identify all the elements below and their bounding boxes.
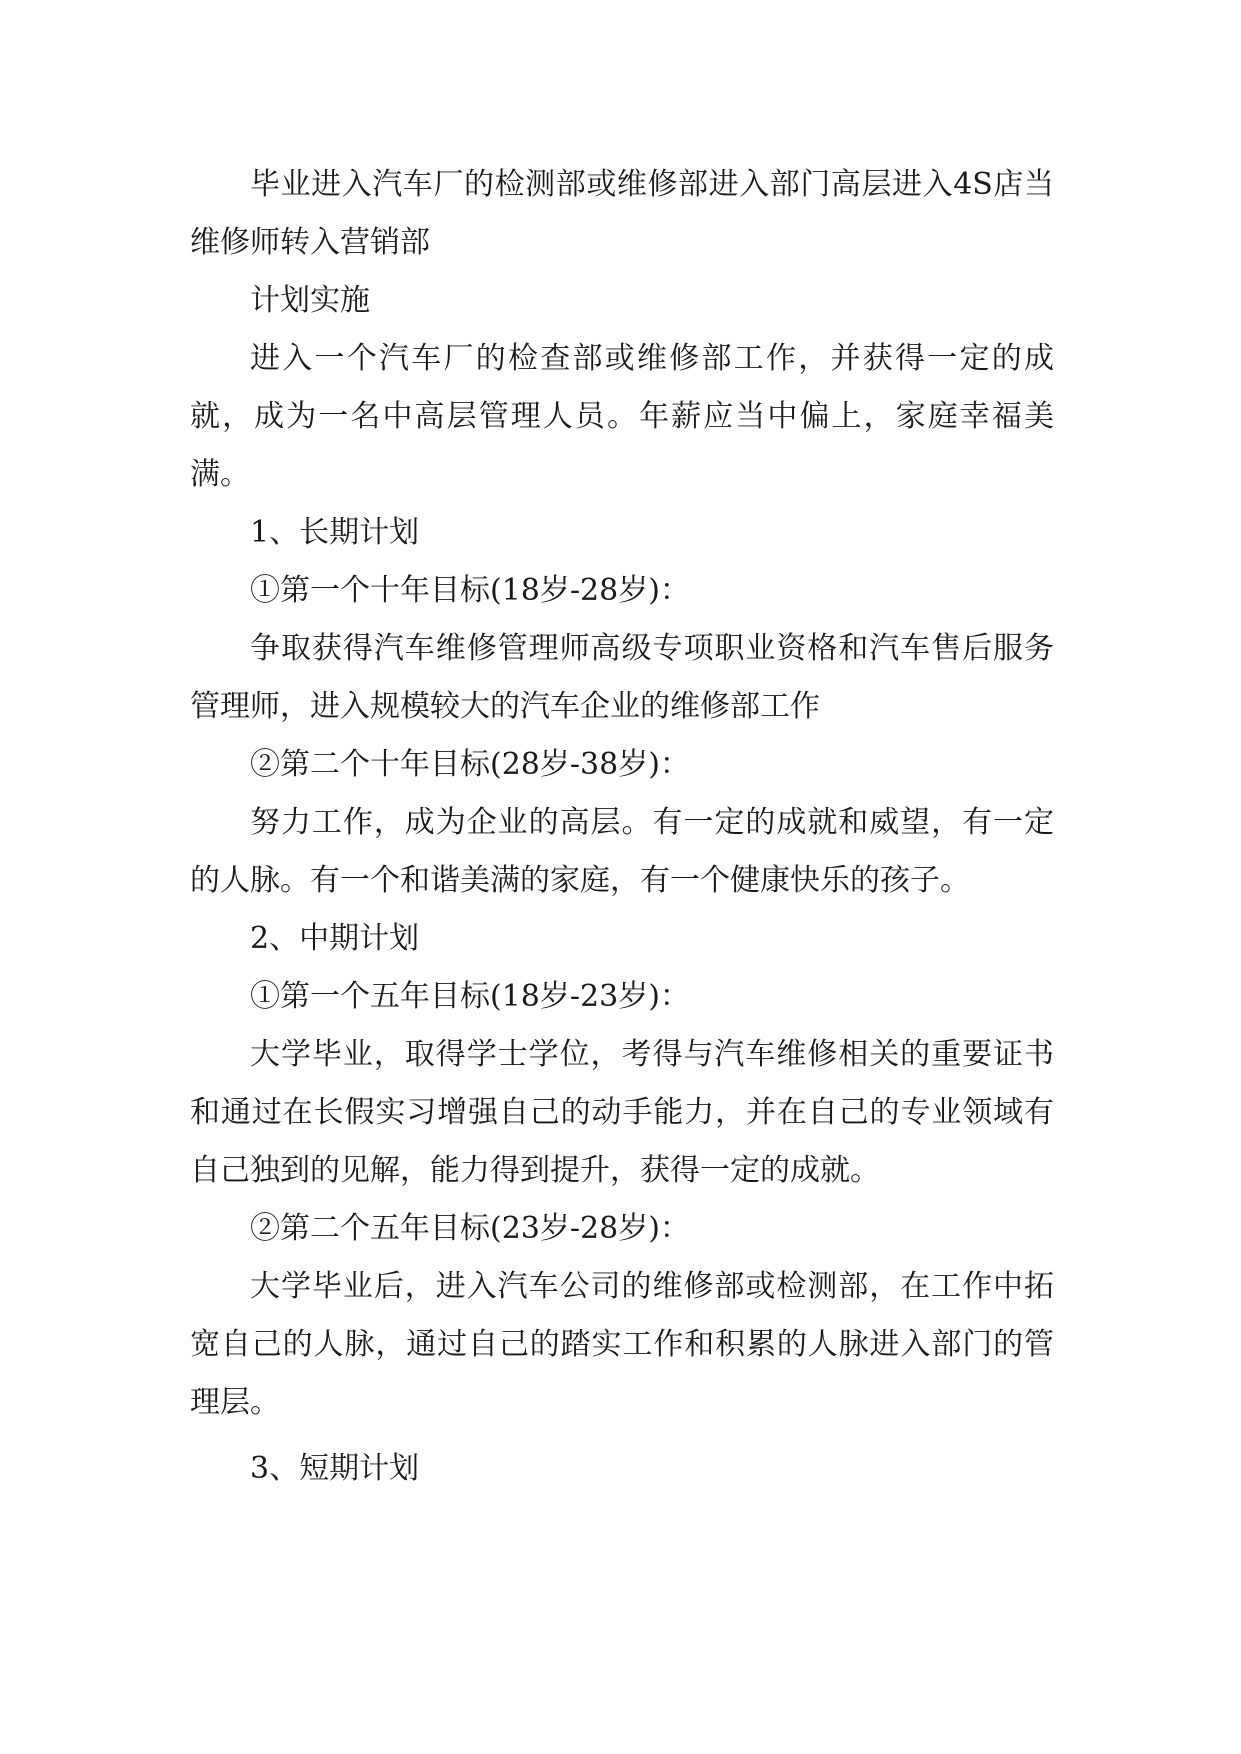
paragraph-second-ten-year-goal: 努力工作，成为企业的高层。有一定的成就和威望，有一定的人脉。有一个和谐美满的家庭，有一个健康快乐的孩子。 (190, 805, 1054, 898)
paragraph-implementation-goal: 进入一个汽车厂的检查部或维修部工作，并获得一定的成就，成为一名中高层管理人员。年薪应当中偏上，家庭幸福美满。 (190, 341, 1054, 492)
document-body (190, 156, 1054, 1498)
paragraph-second-five-year-goal: 大学毕业后，进入汽车公司的维修部或检测部，在工作中拓宽自己的人脉，通过自己的踏实工作和积累的人脉进入部门的管理层。 (190, 1269, 1054, 1420)
heading-plan-implementation: 计划实施 (250, 283, 370, 318)
heading-second-ten-year-goal: ②第二个十年目标(28岁-38岁)： (250, 747, 690, 782)
paragraph-first-ten-year-goal: 争取获得汽车维修管理师高级专项职业资格和汽车售后服务管理师，进入规模较大的汽车企业的维修部工作 (190, 631, 1054, 724)
heading-first-five-year-goal: ①第一个五年目标(18岁-23岁)： (250, 979, 690, 1014)
heading-second-five-year-goal: ②第二个五年目标(23岁-28岁)： (250, 1211, 690, 1246)
heading-first-ten-year-goal: ①第一个十年目标(18岁-28岁)： (250, 573, 690, 608)
heading-long-term-plan: 1、长期计划 (250, 515, 420, 550)
paragraph-first-five-year-goal: 大学毕业，取得学士学位，考得与汽车维修相关的重要证书和通过在长假实习增强自己的动手能力，并在自己的专业领域有自己独到的见解，能力得到提升，获得一定的成就。 (190, 1037, 1054, 1188)
heading-mid-term-plan: 2、中期计划 (250, 921, 420, 956)
heading-short-term-plan: 3、短期计划 (250, 1451, 420, 1486)
paragraph-career-path: 毕业进入汽车厂的检测部或维修部进入部门高层进入4S店当维修师转入营销部 (190, 167, 1054, 260)
